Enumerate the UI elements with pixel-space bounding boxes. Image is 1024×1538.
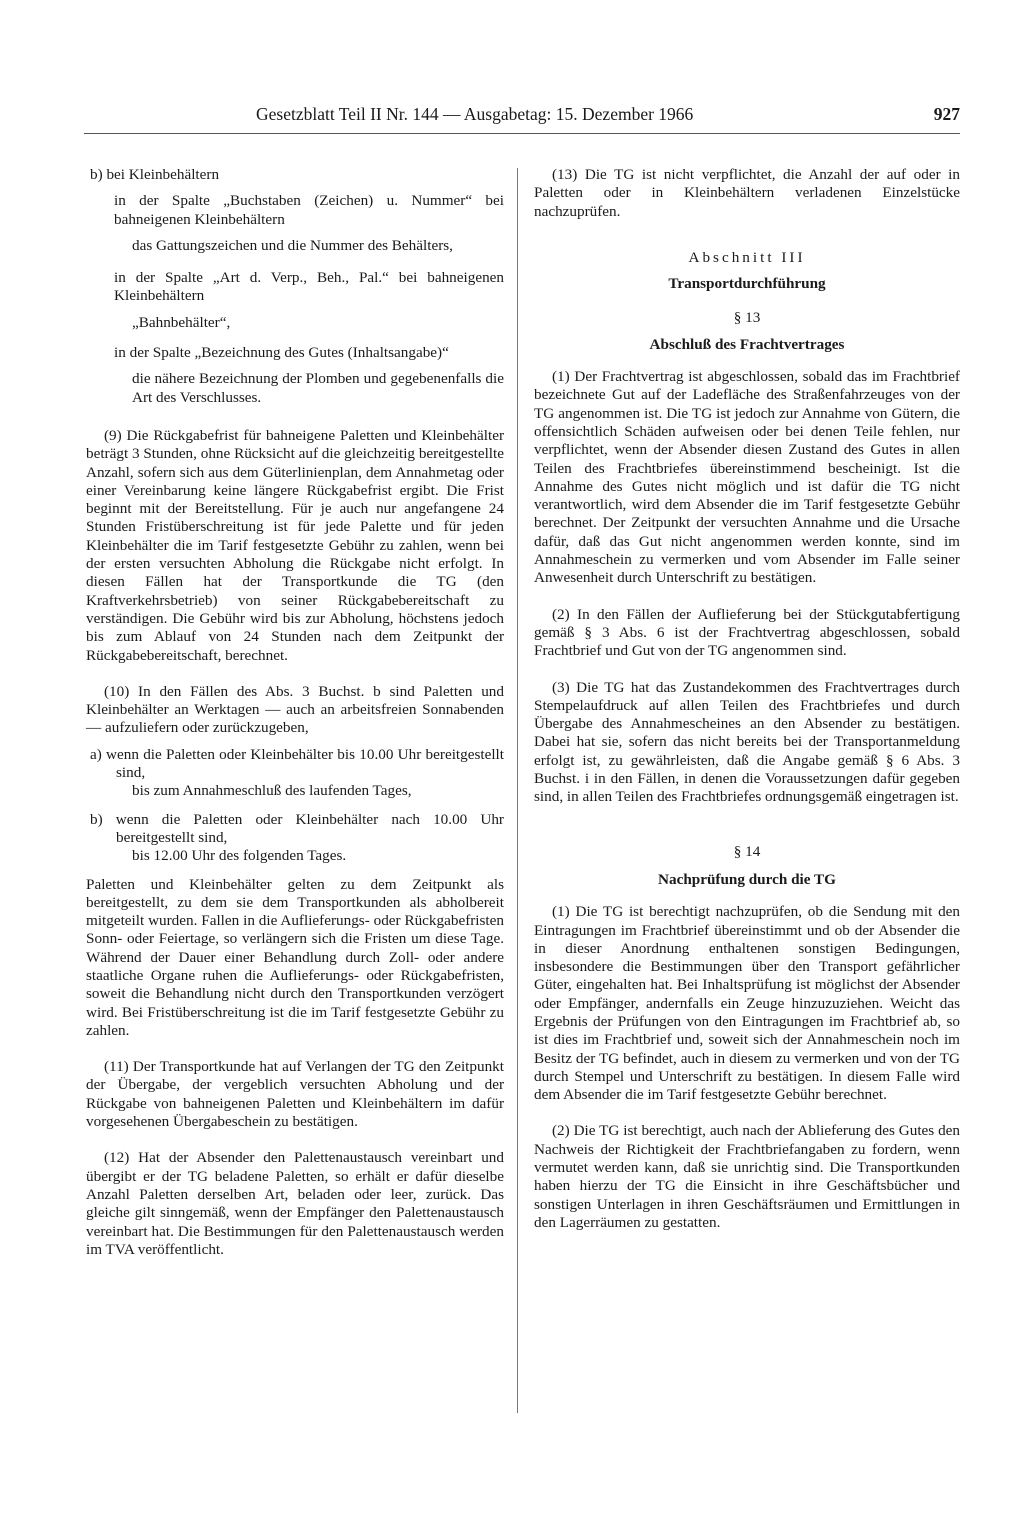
paragraph-13-sub-3: (3) Die TG hat das Zustandekommen des Frachtvertrages durch Stempelaufdruck auf allen Teilen des Frachtbriefes und durch Übergabe des Annahmescheines an den Absender zu bestätigen. Dabei hat sie, sofern das nicht bereits bei der Transportanmeldung erfolgt ist, zu gewährleisten, daß die Angabe gemäß § 6 Abs. 3 Buchst. i in den Fällen, in denen die Voraussetzungen dafür gegeben sind, in allen Teilen des Frachtbriefes ordnungsgemäß eingetragen ist.	[534, 678, 960, 806]
paragraph-sign-14: § 14	[733, 842, 761, 860]
header-rule	[84, 133, 960, 134]
paragraph-13-sub-1: (1) Der Frachtvertrag ist abgeschlossen, sobald das im Frachtbrief bezeichnete Gut auf der Ladefläche des Straßenfahrzeuges von der TG angenommen ist. Die TG ist jedoch zur Annahme von Gütern, die offensichtlich Schäden aufweisen oder bei denen Teile fehlen, nur verpflichtet, wenn der Absender diesen Zustand des Gutes in allen Teilen des Frachtbriefes übereinstimmend bescheinigt. Ist die Annahme des Gutes nicht möglich und ist dafür die TG nicht verantwortlich, wird dem Absender die im Tarif festgesetzte Gebühr berechnet. Der Zeitpunkt der versuchten Annahme und die Ursache dafür, daß das Gut nicht angenommen werden konnte, sind im Annahmeschein zu vermerken und vom Absender im Falle seiner Anwesenheit durch Unterschrift zu bestätigen.	[534, 368, 960, 587]
paragraph-11: (11) Der Transportkunde hat auf Verlangen der TG den Zeitpunkt der Übergabe, der vergeblich versuchten Abholung und der Rückgabe von bahneigenen Paletten und Kleinbehältern im dafür vorgesehenen Übergabeschein zu bestätigen.	[86, 1058, 504, 1131]
section-title: Transportdurchführung	[668, 275, 826, 293]
paragraph-10-continued: Paletten und Kleinbehälter gelten zu dem Zeitpunkt als bereitgestellt, zu dem sie dem Transportkunden als abholbereit mitgeteilt wurden. Fallen in die Auflieferungs- oder Rückgabefristen Sonn- oder Feiertage, so verlängern sich die Fristen um diese Tage. Während der Dauer einer Behandlung durch Zoll- oder andere staatliche Organe ruhen die Auflieferungs- oder Rückgabefristen, soweit die Behandlung nicht durch den Transportkunden verzögert wird. Bei Fristüberschreitung ist die im Tarif festgesetzte Gebühr zu zahlen.	[86, 875, 504, 1039]
left-column	[86, 166, 504, 1259]
paragraph-10-a: a) wenn die Paletten oder Kleinbehälter bis 10.00 Uhr bereitgestellt sind,	[90, 745, 504, 782]
paragraph-9: (9) Die Rückgabefrist für bahneigene Paletten und Kleinbehälter beträgt 3 Stunden, ohne Rücksicht auf die gleichzeitig bereitgestellte Anzahl, sofern sich aus dem Güterlinienplan, dem Annahmetag oder einer Vereinbarung keine längere Rückgabefrist ergibt. Die Frist beginnt mit der Bereitstellung. Für je auch nur angefangene 24 Stunden Fristüberschreitung ist für jede Palette und für jeden Kleinbehälter die im Tarif festgesetzte Gebühr zu zahlen, wenn bei der ersten versuchten Abholung die Rückgabe nicht erfolgt. In diesen Fällen hat der Transportkunde die TG (den Kraftverkehrsbetrieb) von seiner Rückgabebereitschaft zu verständigen. Die Gebühr wird bis zur Abholung, höchstens jedoch bis zum Ablauf von 24 Stunden nach dem Zeitpunkt der Rückgabebereitschaft, berechnet.	[86, 426, 504, 664]
item-b-entry-1: in der Spalte „Buchstaben (Zeichen) u. Nummer“ bei bahneigenen Kleinbehältern	[114, 192, 504, 228]
page-number: 927	[933, 104, 960, 124]
paragraph-sign-13: § 13	[733, 309, 761, 327]
paragraph-14-sub-2: (2) Die TG ist berechtigt, auch nach der Ablieferung des Gutes den Nachweis der Richtigkeit der Frachtbriefangaben zu fordern, wenn vermutet werden kann, daß sie unrichtig sind. Die Transportkunden haben hierzu der TG die Einsicht in ihre Geschäftsbücher und sonstigen Unterlagen in ihren Geschäftsräumen und Ermittlungen in den Lagerräumen zu gestatten.	[534, 1122, 960, 1231]
page-header	[88, 104, 964, 130]
paragraph-10: (10) In den Fällen des Abs. 3 Buchst. b sind Paletten und Kleinbehälter an Werktagen — auch an arbeitsfreien Sonnabenden — aufzuliefern oder zurückzugeben,	[86, 682, 504, 737]
paragraph-14-title: Nachprüfung durch die TG	[658, 870, 836, 888]
paragraph-14-sub-1: (1) Die TG ist berechtigt nachzuprüfen, ob die Sendung mit den Eintragungen im Frachtbrief übereinstimmt und ob der Absender die in dieser Anordnung enthaltenen sonstigen Bedingungen, insbesondere die Bestimmungen über den Transport gefährlicher Güter, eingehalten hat. Bei Inhaltsprüfung ist möglichst der Absender oder Empfänger, andernfalls ein Zeuge hinzuzuziehen. Weicht das Ergebnis der Prüfungen von den Eintragungen im Frachtbrief ab, so ist dies im Frachtbrief und, soweit sich der Annahmeschein noch im Besitz der TG befindet, auch in diesem zu vermerken und von der TG durch Stempel und Unterschrift zu bestätigen. In diesem Falle wird dem Absender die im Tarif festgesetzte Gebühr berechnet.	[534, 903, 960, 1104]
column-divider	[517, 168, 518, 1413]
item-b-label: b) bei Kleinbehältern	[90, 166, 220, 183]
item-b-entry-1-value: das Gattungszeichen und die Nummer des Behälters,	[132, 236, 453, 254]
paragraph-10-b: b) wenn die Paletten oder Kleinbehälter nach 10.00 Uhr bereitgestellt sind,	[90, 810, 504, 846]
section-heading: Abschnitt III	[688, 248, 806, 266]
item-b-entry-2-value: „Bahnbehälter“,	[132, 313, 231, 331]
item-b-entry-3: in der Spalte „Bezeichnung des Gutes (Inhaltsangabe)“	[114, 344, 449, 362]
paragraph-10-a-sub: bis zum Annahmeschluß des laufenden Tages,	[132, 782, 412, 800]
page-header-title: Gesetzblatt Teil II Nr. 144 — Ausgabetag: 15. Dezember 1966	[256, 104, 694, 124]
paragraph-13: (13) Die TG ist nicht verpflichtet, die Anzahl der auf oder in Paletten oder in Kleinbehältern verladenen Einzelstücke nachzuprüfen.	[534, 166, 960, 220]
paragraph-12: (12) Hat der Absender den Palettenaustausch vereinbart und übergibt er der TG beladene Paletten, so erhält er dafür dieselbe Anzahl Paletten derselben Art, beladen oder leer, zurück. Das gleiche gilt sinngemäß, wenn der Empfänger den Palettenaustausch vereinbart hat. Die Bestimmungen für den Palettenaustausch werden im TVA veröffentlicht.	[86, 1149, 504, 1258]
item-b-entry-3-value: die nähere Bezeichnung der Plomben und gegebenenfalls die Art des Verschlusses.	[132, 370, 504, 406]
paragraph-13-title: Abschluß des Frachtvertrages	[649, 335, 845, 353]
paragraph-13-sub-2: (2) In den Fällen der Auflieferung bei der Stückgutabfertigung gemäß § 3 Abs. 6 ist der Frachtvertrag abgeschlossen, sobald Frachtbrief und Gut von der TG angenommen sind.	[534, 605, 960, 660]
right-column	[534, 166, 960, 1232]
paragraph-10-b-sub: bis 12.00 Uhr des folgenden Tages.	[132, 847, 347, 865]
item-b-entry-2: in der Spalte „Art d. Verp., Beh., Pal.“ bei bahneigenen Kleinbehältern	[114, 269, 504, 305]
